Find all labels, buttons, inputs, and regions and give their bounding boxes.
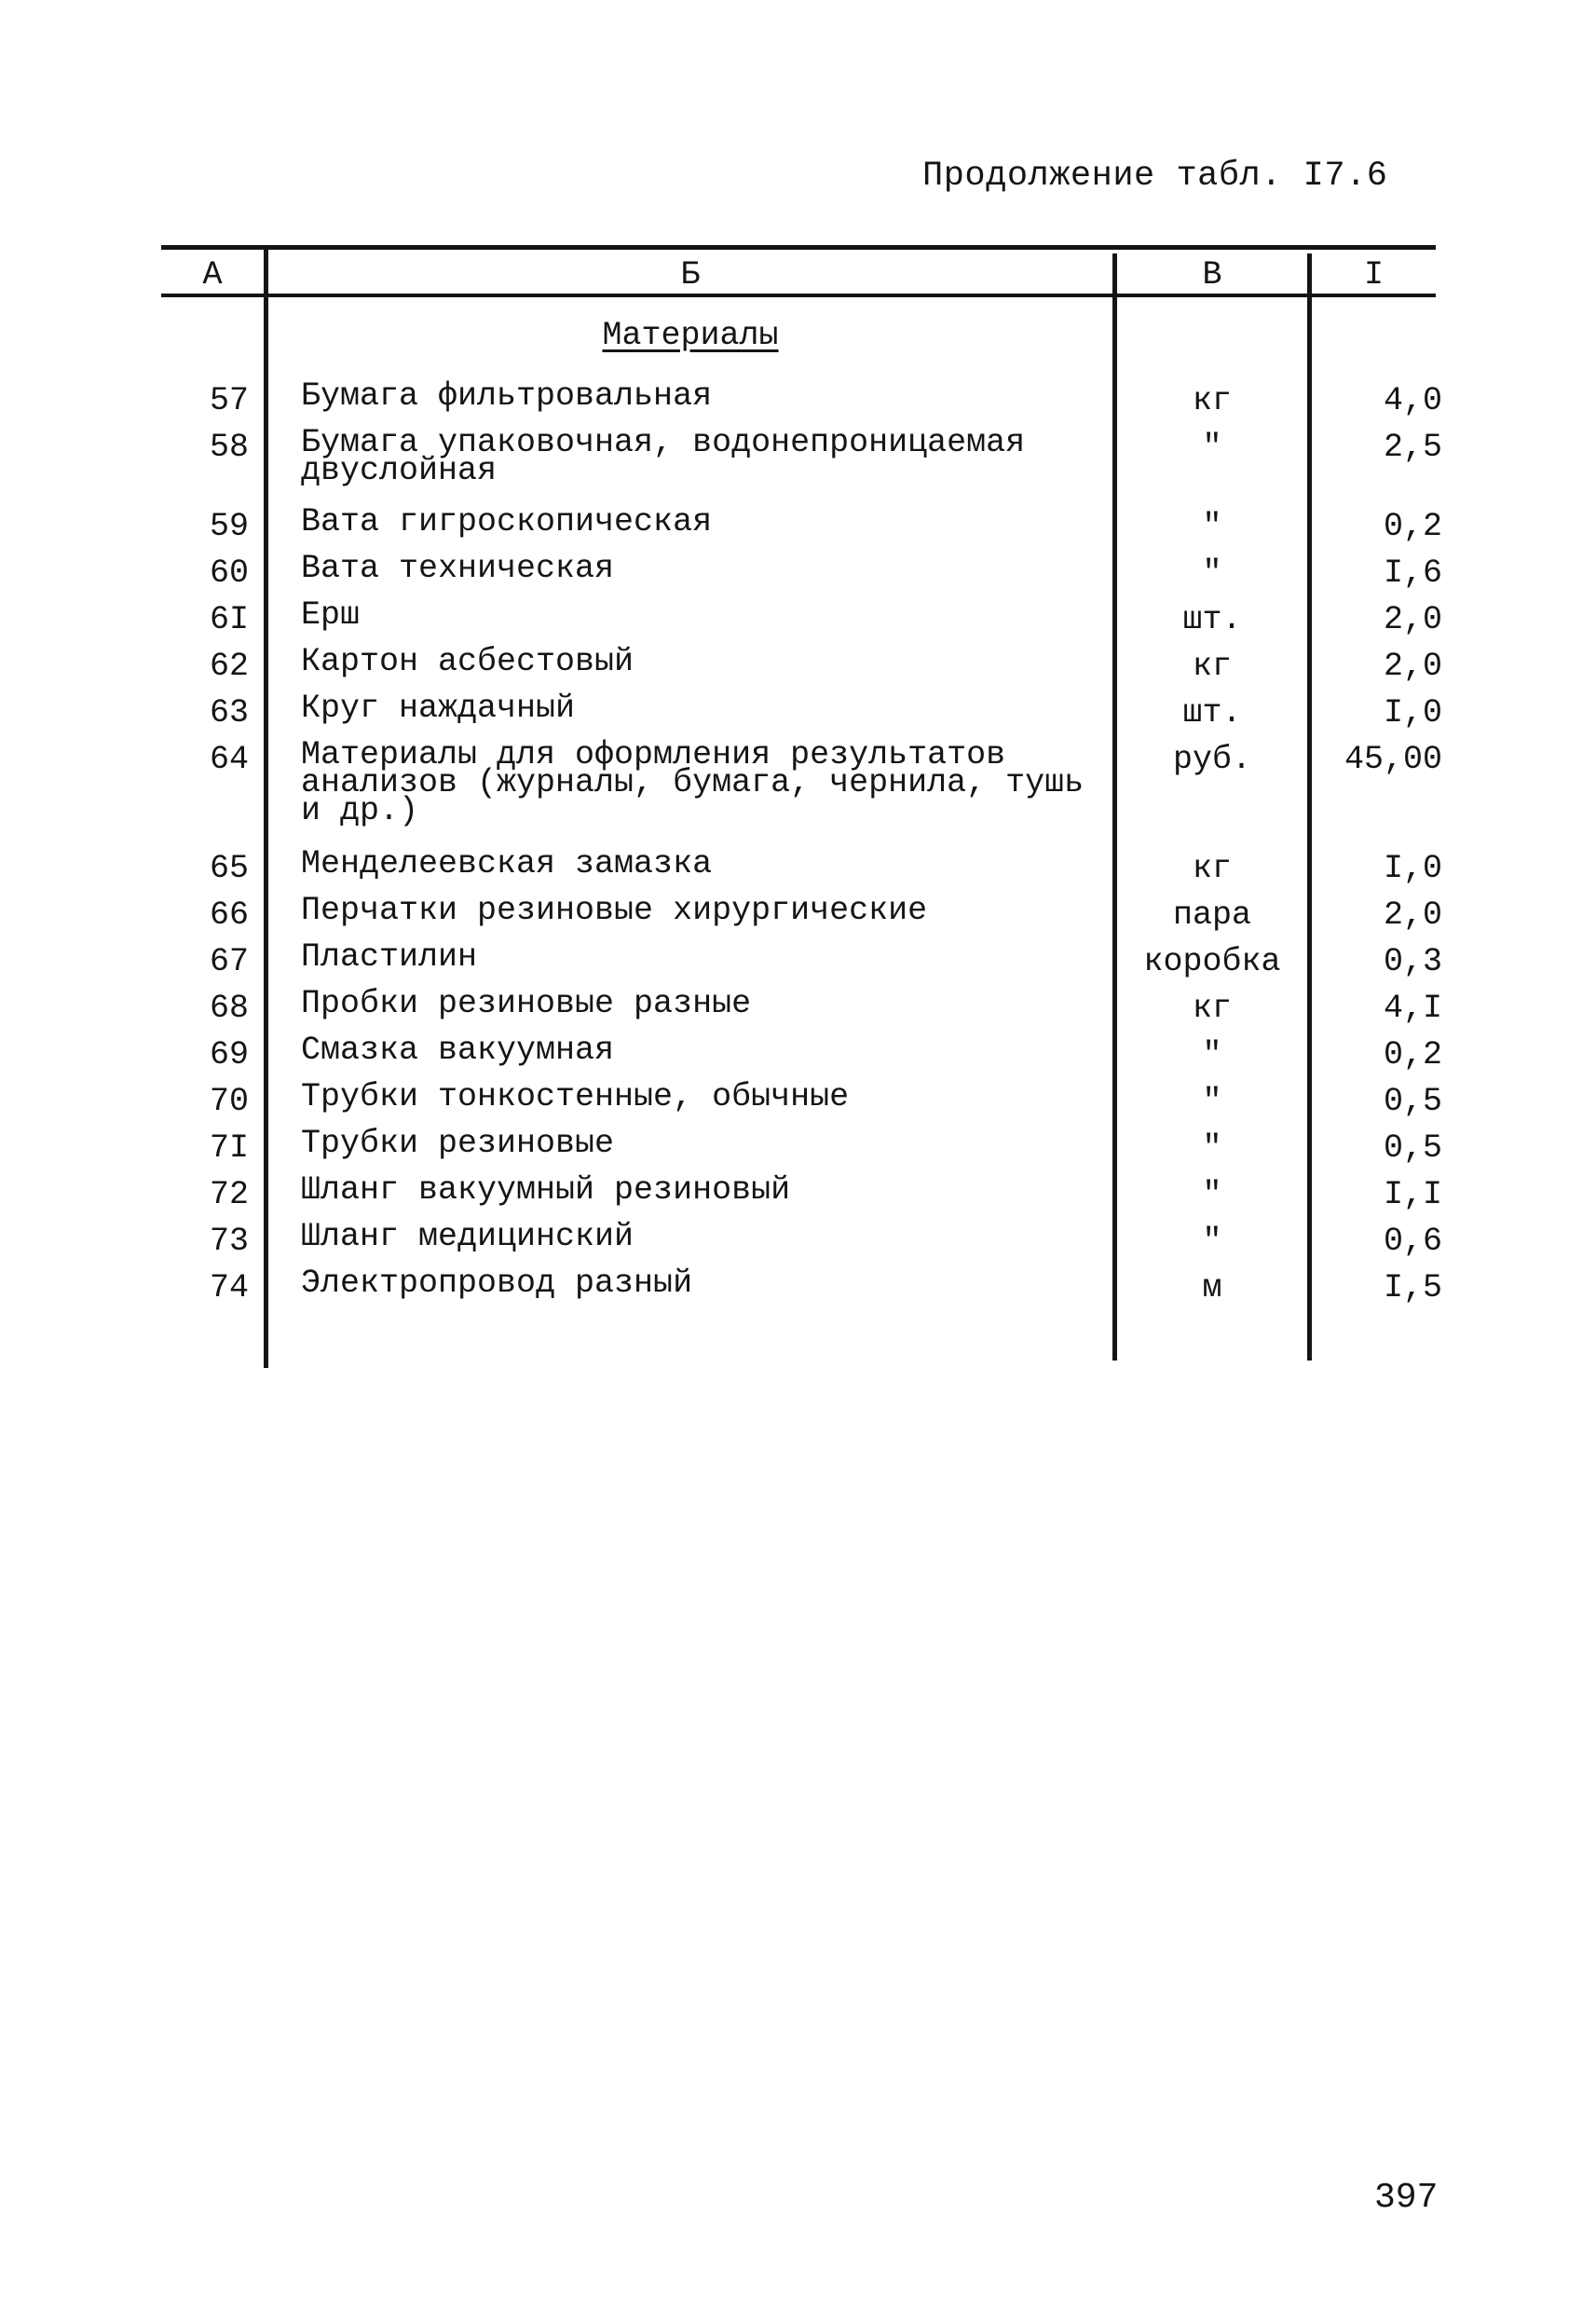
row-value: 0,2 xyxy=(1383,1036,1442,1073)
column-header-a: А xyxy=(202,256,223,294)
row-name: Шланг вакуумный резиновый xyxy=(301,1171,791,1209)
row-number: 66 xyxy=(209,896,249,934)
row-number: 69 xyxy=(209,1036,249,1073)
row-value: 0,6 xyxy=(1383,1223,1442,1260)
row-value: 0,5 xyxy=(1383,1129,1442,1167)
row-value: 0,2 xyxy=(1383,508,1442,545)
row-number: 70 xyxy=(209,1083,249,1120)
row-unit: " xyxy=(1202,1129,1222,1167)
row-unit: кг xyxy=(1192,648,1232,685)
row-number: 63 xyxy=(209,694,249,732)
row-value: 2,0 xyxy=(1383,601,1442,638)
row-value: 4,I xyxy=(1383,990,1442,1027)
table-header-rule xyxy=(161,294,1436,297)
section-title xyxy=(268,317,1112,354)
row-number: 67 xyxy=(209,943,249,980)
row-name: Вата техническая xyxy=(301,550,615,587)
row-value: I,6 xyxy=(1383,554,1442,592)
row-number: 6I xyxy=(209,601,249,638)
row-name: Электропровод разный xyxy=(301,1265,693,1302)
table-caption: Продолжение табл. I7.6 xyxy=(922,157,1388,196)
row-name: Смазка вакуумная xyxy=(301,1032,615,1069)
column-header-b: Б xyxy=(680,256,701,294)
row-unit: " xyxy=(1202,508,1222,545)
page-number: 397 xyxy=(1374,2178,1439,2218)
row-unit: шт. xyxy=(1182,694,1242,732)
row-name: Круг наждачный xyxy=(301,690,576,727)
row-value: 0,5 xyxy=(1383,1083,1442,1120)
row-name: Ерш xyxy=(301,596,361,634)
row-value: I,0 xyxy=(1383,694,1442,732)
row-name: Картон асбестовый xyxy=(301,643,634,680)
column-header-i: I xyxy=(1363,256,1384,294)
row-number: 73 xyxy=(209,1223,249,1260)
row-value: 4,0 xyxy=(1383,382,1442,419)
row-name: Бумага упаковочная, водонепроницаемая двуслойная xyxy=(301,424,1026,489)
row-number: 58 xyxy=(209,429,249,466)
row-unit: пара xyxy=(1172,896,1251,934)
row-name: Трубки тонкостенные, обычные xyxy=(301,1078,850,1115)
row-number: 59 xyxy=(209,508,249,545)
row-value: I,5 xyxy=(1383,1269,1442,1306)
row-number: 65 xyxy=(209,850,249,887)
row-unit: " xyxy=(1202,554,1222,592)
row-value: I,I xyxy=(1383,1176,1442,1213)
row-unit: " xyxy=(1202,1223,1222,1260)
row-name: Бумага фильтровальная xyxy=(301,377,713,415)
row-name: Пластилин xyxy=(301,938,478,976)
row-unit: руб. xyxy=(1172,741,1251,778)
row-name: Пробки резиновые разные xyxy=(301,985,752,1022)
row-number: 64 xyxy=(209,741,249,778)
row-unit: м xyxy=(1202,1269,1222,1306)
row-unit: кг xyxy=(1192,990,1232,1027)
row-number: 62 xyxy=(209,648,249,685)
row-unit: " xyxy=(1202,1036,1222,1073)
table-top-rule xyxy=(161,245,1436,250)
row-number: 7I xyxy=(209,1129,249,1167)
row-unit: " xyxy=(1202,1083,1222,1120)
row-name: Материалы для оформления результатов анализов (журналы, бумага, чернила, тушь и др.) xyxy=(301,736,1084,829)
row-number: 60 xyxy=(209,554,249,592)
row-name: Менделеевская замазка xyxy=(301,845,713,882)
row-name: Трубки резиновые xyxy=(301,1125,615,1162)
row-value: I,0 xyxy=(1383,850,1442,887)
row-number: 68 xyxy=(209,990,249,1027)
row-unit: " xyxy=(1202,429,1222,466)
row-unit: кг xyxy=(1192,382,1232,419)
column-header-v: В xyxy=(1202,256,1222,294)
row-unit: " xyxy=(1202,1176,1222,1213)
row-name: Вата гигроскопическая xyxy=(301,503,713,540)
row-number: 57 xyxy=(209,382,249,419)
column-divider-a xyxy=(264,245,268,1368)
section-title-text: Материалы xyxy=(602,317,779,354)
row-unit: коробка xyxy=(1143,943,1281,980)
row-value: 0,3 xyxy=(1383,943,1442,980)
row-number: 72 xyxy=(209,1176,249,1213)
row-value: 2,0 xyxy=(1383,648,1442,685)
row-value: 45,00 xyxy=(1344,741,1442,778)
row-unit: шт. xyxy=(1182,601,1242,638)
row-name: Шланг медицинский xyxy=(301,1218,634,1255)
row-unit: кг xyxy=(1192,850,1232,887)
row-value: 2,5 xyxy=(1383,429,1442,466)
row-name: Перчатки резиновые хирургические xyxy=(301,892,928,929)
row-number: 74 xyxy=(209,1269,249,1306)
row-value: 2,0 xyxy=(1383,896,1442,934)
